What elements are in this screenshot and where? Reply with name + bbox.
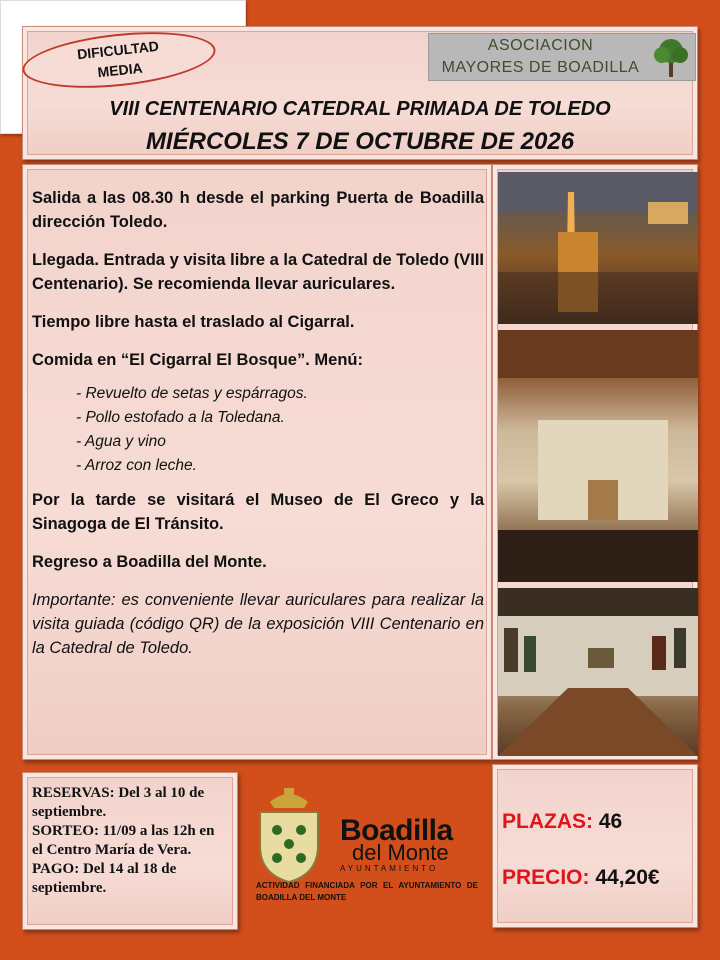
precio-value: 44,20€ [595, 866, 660, 889]
menu-item: - Arroz con leche. [76, 457, 197, 474]
precio-label: PRECIO: [502, 866, 590, 889]
precio-line [502, 866, 660, 890]
toledo-cathedral-photo [498, 172, 698, 324]
itinerary-text [32, 186, 484, 660]
association-line1: ASOCIACION [487, 37, 594, 54]
reservas-value: Del 3 al 10 de septiembre. [32, 785, 205, 820]
menu-list [76, 382, 484, 478]
museo-greco-photo [498, 588, 698, 756]
importante-note: Importante: es conveniente llevar auriculares para realizar la visita guiada (código QR) de la exposición VIII Centenario en la Catedral de Toledo. [32, 591, 484, 657]
tiempo-libre-text: Tiempo libre hasta el traslado al Cigarral. [32, 313, 355, 331]
financiada-text: ACTIVIDAD FINANCIADA POR EL AYUNTAMIENTO DE BOADILLA DEL MONTE [256, 881, 478, 902]
reservas-label: RESERVAS: [32, 785, 115, 801]
menu-item: - Revuelto de setas y espárragos. [76, 385, 308, 402]
menu-item: - Pollo estofado a la Toledana. [76, 409, 285, 426]
pago-value: Del 14 al 18 de septiembre. [32, 861, 177, 896]
regreso-text: Regreso a Boadilla del Monte. [32, 553, 267, 571]
salida-text: Salida a las 08.30 h desde el parking Puerta de Boadilla dirección Toledo. [32, 189, 484, 231]
event-title: VIII CENTENARIO CATEDRAL PRIMADA DE TOLEDO [109, 98, 611, 120]
plazas-value: 46 [598, 810, 623, 833]
plazas-line [502, 810, 622, 834]
difficulty-line2: MEDIA [96, 59, 144, 81]
event-date: MIÉRCOLES 7 DE OCTUBRE DE 2026 [145, 128, 575, 155]
menu-item: - Agua y vino [76, 433, 166, 450]
crest-icon [250, 784, 328, 884]
association-logo [428, 33, 696, 81]
comida-text: Comida en “El Cigarral El Bosque”. Menú: [32, 351, 363, 369]
plazas-label: PLAZAS: [502, 810, 593, 833]
tree-icon [652, 37, 690, 79]
tarde-text: Por la tarde se visitará el Museo de El Greco y la Sinagoga de El Tránsito. [32, 491, 484, 533]
sponsor-name-line3: AYUNTAMIENTO [340, 864, 439, 873]
sponsor-name-line1: Boadilla [340, 814, 453, 847]
sorteo-label: SORTEO: [32, 823, 99, 839]
sinagoga-transito-photo [498, 330, 698, 582]
pricing-panel [492, 764, 698, 928]
association-line2: MAYORES DE BOADILLA [441, 59, 640, 76]
reservas-info [32, 784, 228, 898]
sorteo-value: 11/09 a las 12h en el Centro María de Vera. [32, 823, 215, 858]
sponsor-name-line2: del Monte [352, 840, 449, 865]
llegada-text: Llegada. Entrada y visita libre a la Catedral de Toledo (VIII Centenario). Se recomienda llevar auriculares. [32, 251, 484, 293]
pago-label: PAGO: [32, 861, 80, 877]
difficulty-line1: DIFICULTAD [76, 37, 160, 63]
